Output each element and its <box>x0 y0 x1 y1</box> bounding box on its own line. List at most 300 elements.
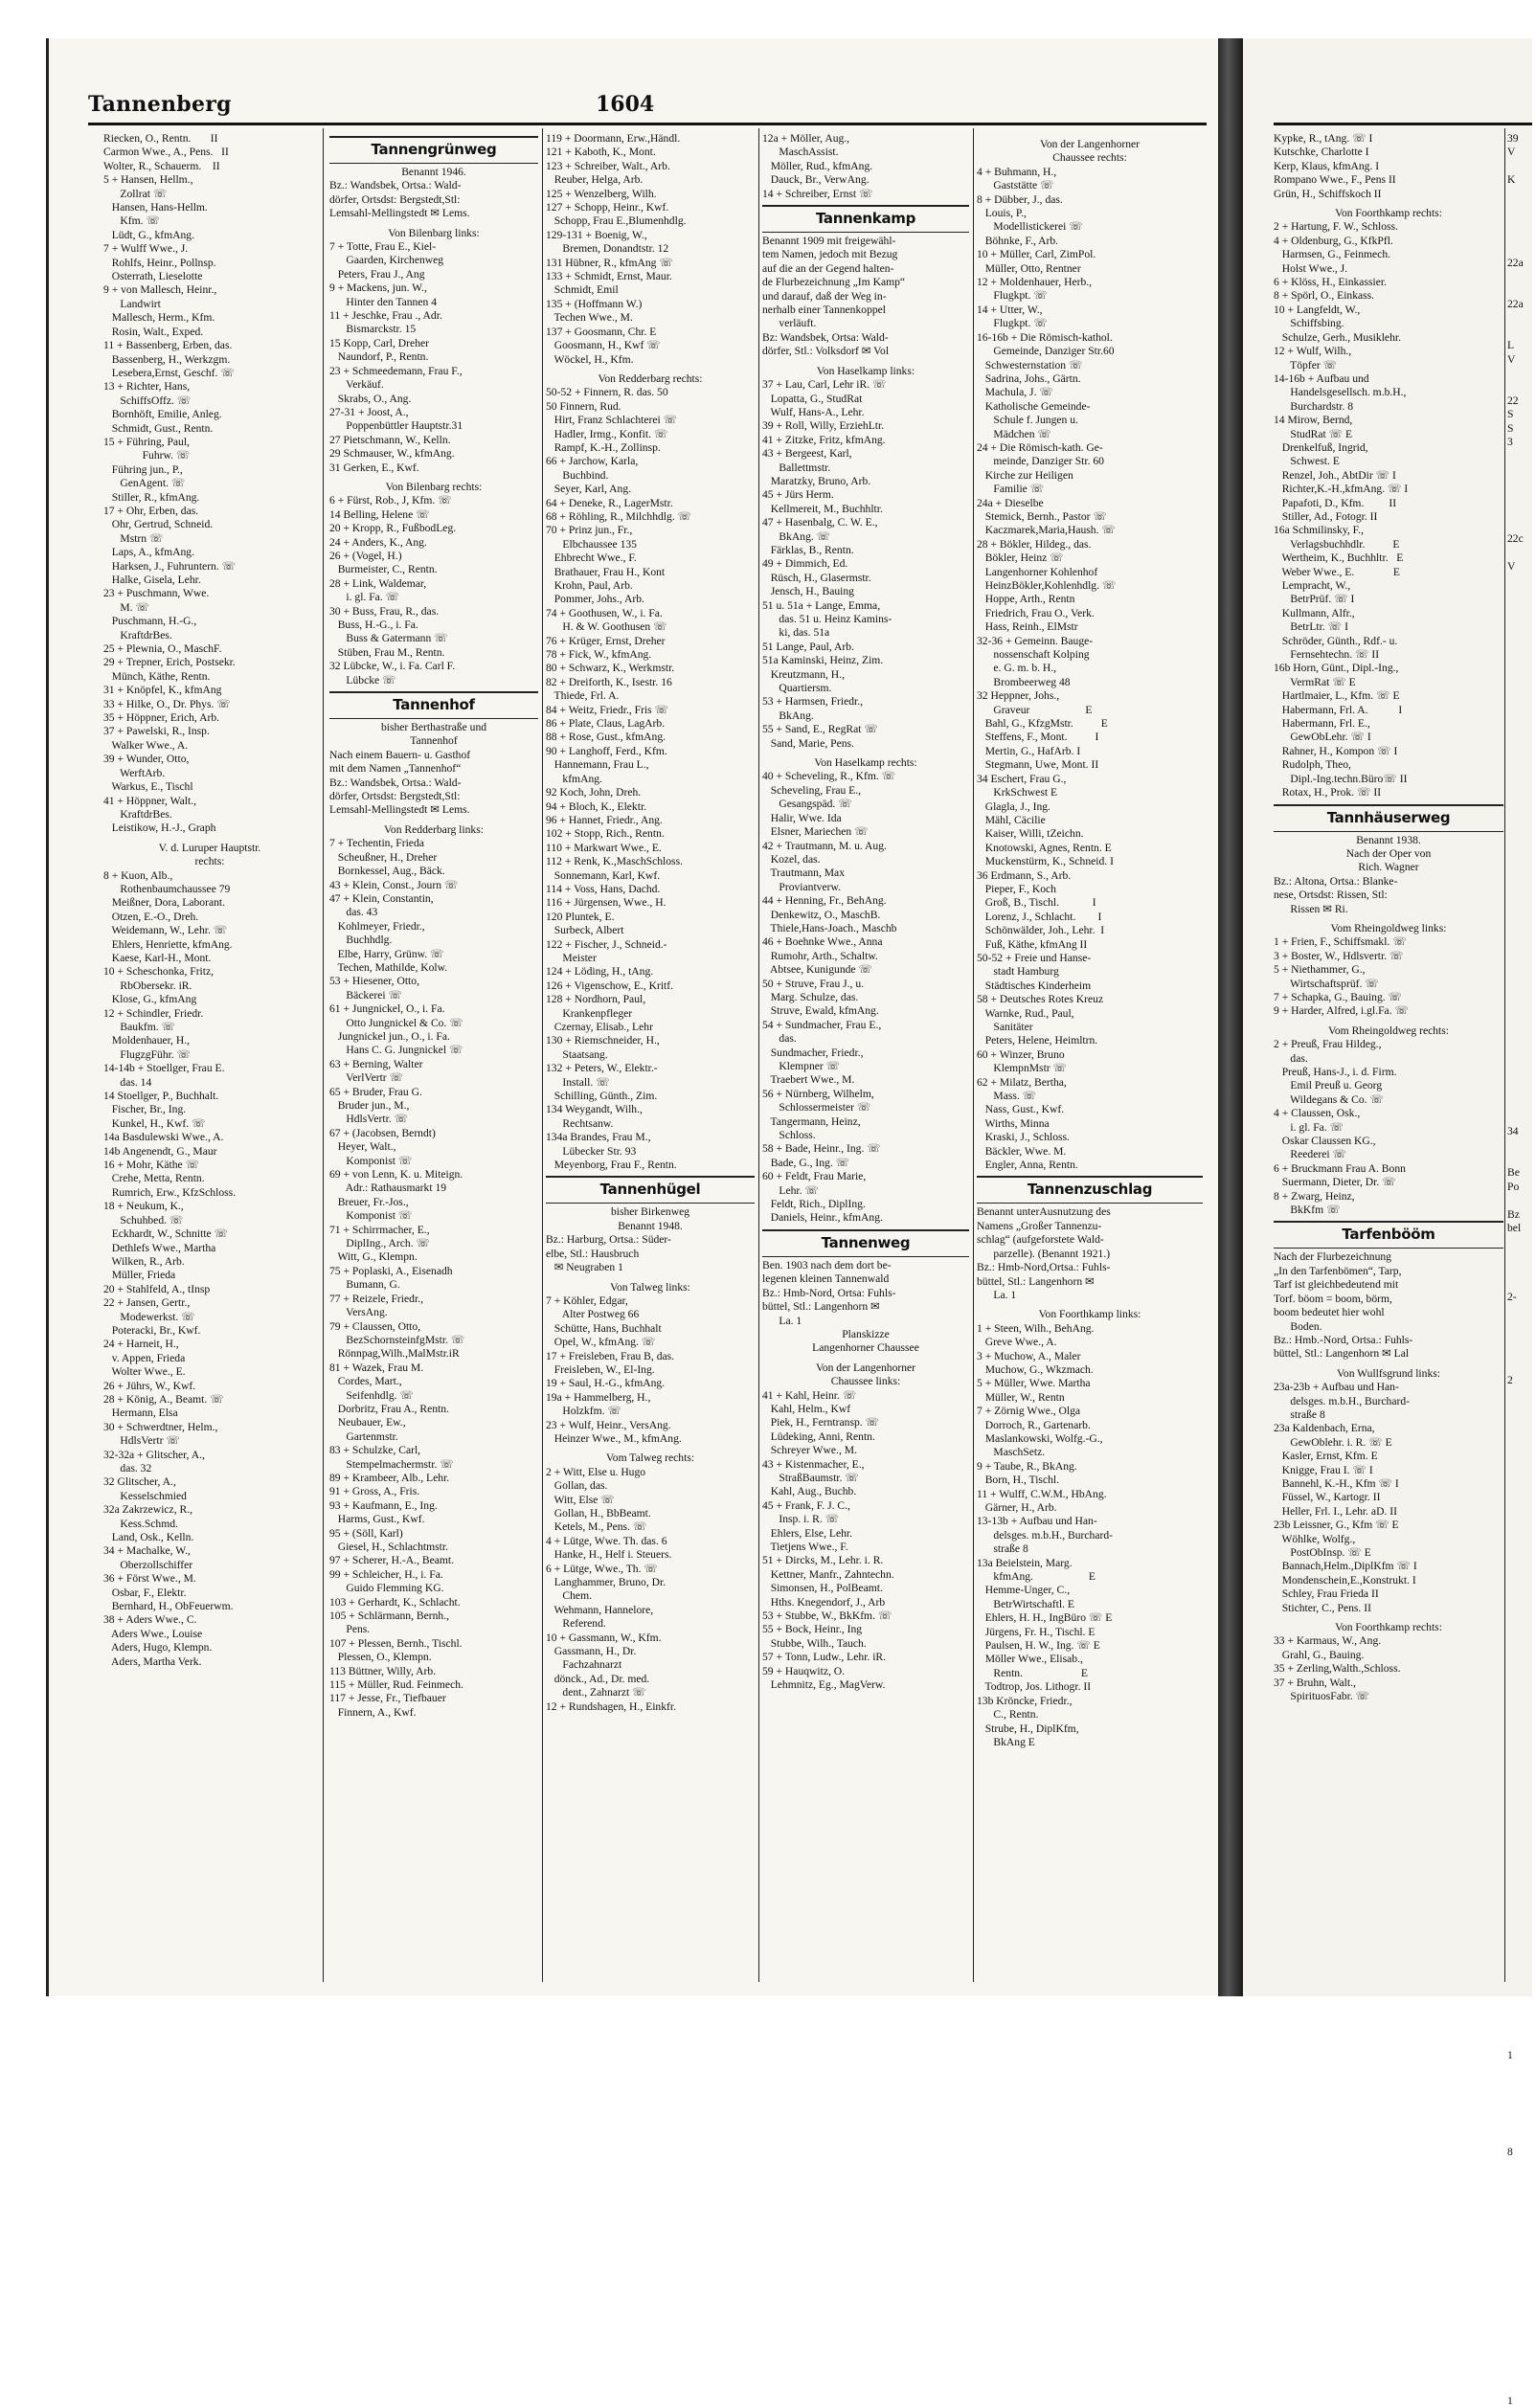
directory-entry-line: Burchardstr. 8 <box>1274 399 1354 413</box>
directory-entry-line: 82 + Dreiforth, K., Isestr. 16 <box>546 675 672 688</box>
directory-entry-line <box>1507 1332 1536 1345</box>
directory-entry-line: Naundorf, P., Rentn. <box>329 350 429 364</box>
directory-entry-line: 7 + Wulff Wwe., J. <box>103 242 189 256</box>
directory-entry-line: 20 + Stahlfeld, A., tInsp <box>103 1282 211 1295</box>
section-rule <box>977 1203 1203 1204</box>
directory-entry-line <box>1507 463 1536 477</box>
directory-entry-line: 22 + Jansen, Gertr., <box>103 1296 191 1310</box>
directory-entry-line: 63 + Berning, Walter <box>329 1057 423 1070</box>
directory-entry-line: 11 + Bassenberg, Erben, das. <box>103 339 233 352</box>
directory-entry-line: Verlagsbuchhdlr. E <box>1274 537 1400 551</box>
resident-entries <box>762 1389 969 1693</box>
directory-entry-line: MaschAssist. <box>762 146 839 159</box>
section-rule <box>1274 1221 1503 1223</box>
directory-entry-line: Lüdeking, Anni, Rentn. <box>762 1429 875 1443</box>
directory-entry-line: Schiffsbing. <box>1274 317 1344 330</box>
directory-entry-line: 7 + Techentin, Frieda <box>329 837 424 850</box>
directory-entry-line: Riecken, O., Rentn. II <box>103 132 218 145</box>
directory-entry-line: 95 + (Söll, Karl) <box>329 1526 403 1540</box>
directory-entry-line: 5 + Niethammer, G., <box>1274 963 1366 977</box>
street-note <box>329 166 538 179</box>
directory-entry-line: Bz <box>1507 1207 1520 1221</box>
directory-entry-line: 5 + Hansen, Hellm., <box>103 173 193 187</box>
directory-entry-line <box>1507 477 1536 490</box>
directory-entry-line: Dipl.-Ing.techn.Büro☏ II <box>1274 772 1408 785</box>
direction-subheading <box>329 227 538 240</box>
directory-column-4 <box>762 132 969 1980</box>
directory-entry-line <box>1507 1429 1536 1442</box>
directory-column-5 <box>977 132 1203 1980</box>
directory-entry-line: 74 + Goothusen, W., i. Fa. <box>546 606 663 619</box>
directory-entry-line: 51 u. 51a + Lange, Emma, <box>762 598 881 612</box>
directory-entry-line: Strube, H., DiplKfm, <box>977 1722 1079 1735</box>
directory-entry-line: Schwest. E <box>1274 455 1340 468</box>
directory-entry-line: Füssel, W., Kartogr. II <box>1274 1491 1381 1504</box>
subheading-line: Tannenhof <box>410 734 458 748</box>
directory-entry-line: 91 + Gross, A., Fris. <box>329 1485 420 1498</box>
directory-entry-line <box>1507 1773 1536 1787</box>
directory-entry-line <box>1507 1994 1536 2008</box>
directory-entry-line: Kypke, R., tAng. ☏ I <box>1274 132 1373 145</box>
directory-entry-line: 30 + Buss, Frau, R., das. <box>329 604 440 618</box>
directory-entry-line: Katholische Gemeinde- <box>977 399 1091 413</box>
directory-entry-line: Scheußner, H., Dreher <box>329 850 438 864</box>
directory-entry-line <box>1507 546 1536 559</box>
directory-entry-line: 115 + Müller, Rud. Feinmech. <box>329 1678 463 1692</box>
directory-entry-line: Handelsgesellsch. m.b.H., <box>1274 386 1407 399</box>
directory-entry-line: 46 + Boehnke Wwe., Anna <box>762 935 883 949</box>
directory-entry-line <box>1507 1112 1536 1125</box>
directory-entry-line <box>1507 780 1536 794</box>
directory-entry-line: 32 Heppner, Johs., <box>977 689 1060 703</box>
directory-entry-line: MaschSetz. <box>977 1446 1046 1459</box>
directory-entry-line: Münch, Käthe, Rentn. <box>103 669 211 683</box>
directory-entry-line: Graveur E <box>977 703 1093 716</box>
directory-entry-line: Bernhard, H., ObFeuerwm. <box>103 1600 234 1613</box>
directory-entry-line: 56 + Nürnberg, Wilhelm, <box>762 1087 874 1100</box>
subheading-line: bisher Birkenweg <box>610 1205 690 1219</box>
directory-entry-line: Kozel, das. <box>762 852 821 866</box>
directory-entry-line: 36 Erdmann, S., Arb. <box>977 868 1072 882</box>
directory-entry-line: Heinzer Wwe., M., kfmAng. <box>546 1431 682 1445</box>
directory-entry-line: Bz.: Harburg, Ortsa.: Süder- <box>546 1233 671 1247</box>
section-rule <box>329 136 538 138</box>
directory-entry-line: boom bedeutet hier wohl <box>1274 1306 1385 1319</box>
directory-entry-line: 34 <box>1507 1125 1519 1138</box>
subheading-line: Nach der Oper von <box>1345 846 1432 860</box>
directory-entry-line: Lüdt, G., kfmAng. <box>103 228 194 241</box>
directory-entry-line: Lorenz, J., Schlacht. I <box>977 910 1102 923</box>
directory-entry-line: KraftdrBes. <box>103 807 172 821</box>
directory-entry-line: Weber Wwe., E. E <box>1274 565 1400 578</box>
directory-entry-line: 8 + Kuon, Alb., <box>103 868 173 882</box>
directory-entry-line: 14 + Schreiber, Ernst ☏ <box>762 187 873 200</box>
directory-entry-line <box>1507 849 1536 863</box>
directory-entry-line: Kraski, J., Schloss. <box>977 1131 1070 1144</box>
directory-entry-line: 24 + Anders, K., Ang. <box>329 535 427 549</box>
directory-entry-line: 14 Stoellger, P., Buchhalt. <box>103 1090 219 1103</box>
directory-entry-line: Papafoti, D., Kfm. II <box>1274 496 1397 509</box>
directory-entry-line: BkAng E <box>977 1735 1035 1748</box>
directory-entry-line: Skrabs, O., Ang. <box>329 392 412 405</box>
directory-entry-line: Möller Wwe., Elisab., <box>977 1653 1083 1666</box>
directory-entry-line: 10 + Müller, Carl, ZimPol. <box>977 248 1096 261</box>
directory-entry-line <box>1507 767 1536 780</box>
directory-entry-line <box>1507 214 1536 228</box>
directory-entry-line: Kaiser, Willi, tZeichn. <box>977 827 1084 841</box>
directory-entry-line: Giesel, H., Schlachtmstr. <box>329 1541 448 1553</box>
subheading-line: Von Talweg links: <box>610 1280 690 1294</box>
directory-entry-line: Poppenbüttler Hauptstr.31 <box>329 419 463 433</box>
directory-entry-line: Pieper, F., Koch <box>977 882 1056 895</box>
directory-entry-line: Bz.: Hmb-Nord,Ortsa.: Fuhls- <box>977 1261 1111 1274</box>
resident-entries <box>762 132 969 201</box>
directory-entry-line: Simonsen, H., PolBeamt. <box>762 1582 883 1595</box>
directory-entry-line: 103 + Gerhardt, K., Schlacht. <box>329 1595 461 1609</box>
directory-entry-line: Ehlers, Else, Lehr. <box>762 1526 853 1540</box>
direction-subheading <box>1274 1367 1503 1381</box>
directory-entry-line: legenen kleinen Tannenwald <box>762 1272 890 1286</box>
directory-entry-line: 125 + Wenzelberg, Wilh. <box>546 187 657 200</box>
directory-entry-line: Elbchaussee 135 <box>546 537 637 551</box>
directory-entry-line: Machula, J. ☏ <box>977 386 1053 399</box>
subheading-line: Vom Talweg rechts: <box>605 1452 695 1465</box>
directory-entry-line: 22a <box>1507 297 1524 310</box>
directory-entry-line: 40 + Scheveling, R., Kfm. ☏ <box>762 770 896 783</box>
directory-entry-line <box>1507 574 1536 587</box>
directory-entry-line <box>1507 270 1536 283</box>
section-rule <box>546 1176 755 1178</box>
directory-entry-line: tem Namen, jedoch mit Bezug <box>762 248 898 261</box>
directory-entry-line: Scheveling, Frau E., <box>762 783 862 797</box>
directory-entry-line <box>1507 1704 1536 1718</box>
directory-entry-line: 35 + Zerling,Walth.,Schloss. <box>1274 1662 1401 1676</box>
directory-entry-line: Holzkfm. ☏ <box>546 1405 621 1418</box>
directory-entry-line: 113 Büttner, Willy, Arb. <box>329 1664 437 1677</box>
directory-entry-line <box>1507 188 1536 201</box>
directory-entry-line: 84 + Weitz, Friedr., Fris ☏ <box>546 703 669 716</box>
directory-entry-line <box>1507 1842 1536 1856</box>
directory-entry-line: Wirtschaftsprüf. ☏ <box>1274 977 1379 990</box>
directory-entry-line <box>1507 587 1536 600</box>
directory-entry-line: Stubbe, Wilh., Tauch. <box>762 1636 867 1650</box>
directory-entry-line: Zollrat ☏ <box>103 187 168 200</box>
directory-entry-line: 9 + von Mallesch, Heinr., <box>103 283 217 297</box>
directory-entry-line: WerftArb. <box>103 766 166 779</box>
directory-entry-line <box>1507 1497 1536 1511</box>
directory-entry-line: Lehmnitz, Eg., MagVerw. <box>762 1678 886 1692</box>
directory-entry-line: „In den Tarfenbömen“, Tarp, <box>1274 1264 1402 1277</box>
directory-entry-line <box>1507 739 1536 753</box>
directory-entry-line: Gollan, das. <box>546 1479 608 1493</box>
directory-entry-line: Bz.: Hmb-Nord, Ortsa: Fuhls- <box>762 1286 896 1299</box>
directory-entry-line: 6 + Bruckmann Frau A. Bonn <box>1274 1161 1406 1175</box>
subheading-line: Benannt 1948. <box>618 1219 683 1232</box>
directory-entry-line: Städtisches Kinderheim <box>977 979 1092 992</box>
directory-entry-line: Bäckler, Wwe. M. <box>977 1144 1067 1158</box>
directory-entry-line <box>1507 918 1536 932</box>
directory-entry-line: de Flurbezeichnung „Im Kamp“ <box>762 276 906 289</box>
directory-entry-line: Fuß, Käthe, kfmAng II <box>977 937 1088 951</box>
directory-entry-line: 5 + Müller, Wwe. Martha <box>977 1377 1091 1390</box>
directory-entry-line <box>1507 1939 1536 1952</box>
directory-entry-line: Ballettmstr. <box>762 461 831 474</box>
directory-entry-line: Gartenmstr. <box>329 1429 398 1443</box>
directory-entry-line <box>1507 684 1536 697</box>
directory-entry-line: Schütte, Hans, Buchhalt <box>546 1321 662 1335</box>
directory-entry-line: SchiffsOffz. ☏ <box>103 394 192 407</box>
directory-entry-line: Rumohr, Arth., Schaltw. <box>762 949 878 962</box>
directory-entry-line: Wilken, R., Arb. <box>103 1254 185 1268</box>
directory-entry-line: S <box>1507 408 1514 421</box>
directory-entry-line: BkKfm ☏ <box>1274 1204 1341 1217</box>
directory-entry-line <box>1507 2104 1536 2118</box>
resident-entries <box>762 235 969 359</box>
resident-entries <box>1274 1381 1503 1615</box>
street-note <box>762 1328 969 1356</box>
directory-entry-line: Lübcke ☏ <box>329 673 396 686</box>
directory-entry-line: Wertheim, K., Buchhltr. E <box>1274 551 1404 565</box>
directory-entry-line: BetrLtr. ☏ I <box>1274 620 1348 634</box>
section-rule <box>329 718 538 719</box>
directory-entry-line: Plessen, O., Klempn. <box>329 1651 432 1664</box>
directory-entry-line: Tietjens Wwe., F. <box>762 1541 848 1553</box>
directory-entry-line: Jürgens, Fr. H., Tischl. E <box>977 1625 1096 1638</box>
directory-entry-line: Schloss. <box>762 1129 816 1142</box>
subheading-line: Von Redderbarg rechts: <box>598 371 703 385</box>
directory-entry-line: 67 + (Jacobsen, Berndt) <box>329 1126 436 1139</box>
directory-entry-line: HeinzBökler,Kohlenhdlg. ☏ <box>977 579 1117 592</box>
directory-entry-line <box>1507 670 1536 684</box>
directory-entry-line: 24 + Harneit, H., <box>103 1338 179 1351</box>
directory-entry-line: 8 <box>1507 2146 1513 2159</box>
subheading-line: Von Haselkamp links: <box>816 364 915 377</box>
directory-entry-line: das. 51 u. Heinz Kamins- <box>762 613 892 625</box>
directory-entry-line <box>1507 449 1536 462</box>
directory-entry-line: 19 + Saul, H.-G., kfmAng. <box>546 1377 666 1390</box>
directory-entry-line: H. & W. Goothusen ☏ <box>546 620 667 634</box>
directory-entry-line: 128 + Nordhorn, Paul, <box>546 993 646 1006</box>
directory-entry-line: Oskar Claussen KG., <box>1274 1135 1376 1148</box>
directory-entry-line <box>1507 1650 1536 1663</box>
directory-entry-line: 45 + Frank, F. J. C., <box>762 1498 850 1512</box>
directory-entry-line: Mertin, G., HafArb. I <box>977 744 1081 757</box>
resident-entries <box>546 1466 755 1714</box>
directory-entry-line: Brathauer, Frau H., Kont <box>546 565 666 578</box>
directory-entry-line: Glagla, J., Ing. <box>977 799 1050 813</box>
directory-entry-line: 27 Pietschmann, W., Kelln. <box>329 433 451 446</box>
directory-entry-line: Bornhöft, Emilie, Anleg. <box>103 408 222 421</box>
directory-entry-line <box>1507 2091 1536 2104</box>
directory-entry-line: Kess.Schmd. <box>103 1517 178 1530</box>
directory-entry-line: Sand, Marie, Pens. <box>762 736 854 750</box>
resident-entries <box>329 494 538 687</box>
directory-entry-line: Be <box>1507 1166 1520 1180</box>
directory-entry-line: Flugkpt. ☏ <box>977 289 1048 303</box>
directory-entry-line <box>1507 380 1536 394</box>
directory-entry-line <box>1507 1015 1536 1028</box>
directory-entry-line: und darauf, daß der Weg in- <box>762 289 887 303</box>
direction-subheading <box>546 1452 755 1465</box>
directory-entry-line: 14b Angenendt, G., Maur <box>103 1144 217 1158</box>
directory-entry-line: büttel, Stl.: Langenhorn ✉ <box>977 1274 1095 1288</box>
directory-entry-line: 88 + Rose, Gust., kfmAng. <box>546 731 666 744</box>
directory-entry-line: 27-31 + Joost, A., <box>329 405 409 418</box>
directory-entry-line: Piek, H., Ferntransp. ☏ <box>762 1416 880 1429</box>
directory-entry-line: Lemsahl-Mellingstedt ✉ Lems. <box>329 803 470 817</box>
directory-entry-line: Born, H., Tischl. <box>977 1474 1060 1487</box>
directory-entry-line: Färklas, B., Rentn. <box>762 543 854 556</box>
directory-entry-line: Dauck, Br., VerwAng. <box>762 173 870 187</box>
directory-entry-line <box>1507 2352 1536 2366</box>
directory-entry-line: delsges. m.b.H., Burchard- <box>977 1528 1113 1542</box>
directory-entry-line: Müller, Frieda <box>103 1269 176 1282</box>
directory-entry-line: Maslankowski, Wolfg.-G., <box>977 1431 1103 1445</box>
directory-entry-line: Lemsahl-Mellingstedt ✉ Lems. <box>329 207 470 220</box>
directory-entry-line <box>1507 1719 1536 1732</box>
directory-entry-line: StudRat ☏ E <box>1274 427 1353 440</box>
directory-entry-line: Möller, Rud., kfmAng. <box>762 159 873 172</box>
column-divider <box>542 128 543 1982</box>
subheading-line: Von Bilenbarg rechts: <box>385 480 483 493</box>
directory-entry-line: Paulsen, H. W., Ing. ☏ E <box>977 1639 1100 1653</box>
directory-entry-line: Benannt unterAusnutzung des <box>977 1205 1111 1219</box>
directory-entry-line: 93 + Kaufmann, E., Ing. <box>329 1498 438 1512</box>
directory-entry-line: 51a Kaminski, Heinz, Zim. <box>762 654 884 667</box>
directory-entry-line: Wehmann, Hannelore, <box>546 1603 654 1616</box>
directory-entry-line: Muckenstürm, K., Schneid. I <box>977 855 1114 868</box>
directory-entry-line: 6 + Lütge, Wwe., Th. ☏ <box>546 1562 658 1575</box>
directory-entry-line: Kreutzmann, H., <box>762 667 845 681</box>
directory-entry-line: Adr.: Rathausmarkt 19 <box>329 1181 447 1195</box>
directory-entry-line: Neubauer, Ew., <box>329 1416 406 1429</box>
direction-subheading <box>762 756 969 770</box>
directory-entry-line: Weidemann, W., Lehr. ☏ <box>103 924 228 937</box>
directory-entry-line: Stempelmachermstr. ☏ <box>329 1457 454 1471</box>
directory-entry-line: Ehbrecht Wwe., F. <box>546 551 637 565</box>
directory-entry-line: Hirt, Franz Schlachterei ☏ <box>546 414 678 427</box>
directory-entry-line: Finnern, A., Kwf. <box>329 1705 417 1719</box>
directory-entry-line: Rahner, H., Kompon ☏ I <box>1274 744 1398 757</box>
directory-entry-line: Sonnemann, Karl, Kwf. <box>546 868 661 882</box>
directory-entry-line: 58 + Deutsches Rotes Kreuz <box>977 993 1104 1006</box>
directory-entry-line: Bornkessel, Aug., Bäck. <box>329 865 445 878</box>
directory-entry-line: 60 + Winzer, Bruno <box>977 1047 1065 1061</box>
directory-entry-line: Traebert Wwe., M. <box>762 1073 855 1087</box>
directory-entry-line: Buchbind. <box>546 468 609 482</box>
directory-entry-line <box>1507 1484 1536 1497</box>
directory-entry-line: nese, Ortsdst: Rissen, Stl: <box>1274 889 1388 902</box>
directory-entry-line: 64 + Deneke, R., LagerMstr. <box>546 496 673 509</box>
directory-entry-line <box>1507 795 1536 808</box>
directory-entry-line: 96 + Hannet, Friedr., Ang. <box>546 813 663 826</box>
directory-entry-line: 53 + Harmsen, Friedr., <box>762 695 864 709</box>
directory-entry-line <box>1507 160 1536 173</box>
directory-entry-line: büttel, Stl.: Langenhorn ✉ Lal <box>1274 1347 1410 1361</box>
directory-entry-line: Meyenborg, Frau F., Rentn. <box>546 1159 677 1172</box>
directory-entry-line: Rentn. E <box>977 1666 1088 1679</box>
directory-entry-line <box>1507 1691 1536 1704</box>
directory-entry-line: Halir, Wwe. Ida <box>762 811 842 824</box>
directory-entry-line <box>1507 1415 1536 1429</box>
directory-entry-line: auf die an der Gegend halten- <box>762 261 894 275</box>
directory-entry-line: Komponist ☏ <box>329 1209 413 1223</box>
directory-entry-line: Aders, Hugo, Klempn. <box>103 1641 213 1654</box>
directory-entry-line: 50-52 + Freie und Hanse- <box>977 951 1092 964</box>
directory-entry-line <box>1507 1387 1536 1401</box>
directory-entry-line: La. 1 <box>977 1288 1017 1301</box>
directory-entry-line: Peters, Frau J., Ang <box>329 267 425 281</box>
directory-entry-line <box>1507 946 1536 959</box>
directory-entry-line: 68 + Röhling, R., Milchhdlg. ☏ <box>546 509 692 523</box>
directory-entry-line: Proviantverw. <box>762 880 841 893</box>
directory-entry-line <box>1507 201 1536 214</box>
directory-entry-line: 60 + Feldt, Frau Marie, <box>762 1170 867 1183</box>
directory-entry-line: 28 + Link, Waldemar, <box>329 576 427 590</box>
resident-entries <box>1274 1250 1503 1361</box>
directory-entry-line: 9 + Taube, R., BkAng. <box>977 1459 1077 1473</box>
section-rule <box>546 1203 755 1204</box>
directory-entry-line: Schlossermeister ☏ <box>762 1101 871 1114</box>
directory-entry-line: Meißner, Dora, Laborant. <box>103 896 226 910</box>
directory-entry-line <box>1507 1539 1536 1552</box>
directory-entry-line: Leistikow, H.-J., Graph <box>103 821 216 835</box>
directory-entry-line: Mähl, Cäcilie <box>977 813 1046 826</box>
directory-entry-line: 107 + Plessen, Bernh., Tischl. <box>329 1636 463 1650</box>
directory-entry-line: 123 + Schreiber, Walt., Arb. <box>546 159 670 172</box>
directory-entry-line: Rudolph, Theo, <box>1274 758 1351 772</box>
directory-entry-line <box>1507 711 1536 725</box>
direction-subheading <box>762 1362 969 1389</box>
directory-entry-line: 12 + Schindler, Friedr. <box>103 1006 204 1020</box>
directory-entry-line <box>1507 2326 1536 2339</box>
directory-entry-line: v. Appen, Frieda <box>103 1351 186 1364</box>
directory-entry-line: Wolter Wwe., E. <box>103 1365 186 1379</box>
directory-entry-line: Klose, G., kfmAng <box>103 993 197 1006</box>
resident-entries <box>546 132 755 367</box>
directory-entry-line: Jensch, H., Bauing <box>762 585 854 598</box>
street-note <box>1274 834 1503 875</box>
facing-column-2-clipped <box>1507 132 1536 2407</box>
directory-entry-line <box>1507 1925 1536 1939</box>
directory-entry-line: Sanitäter <box>977 1021 1033 1033</box>
directory-entry-line <box>1507 615 1536 628</box>
directory-entry-line: Gärner, H., Arb. <box>977 1501 1057 1514</box>
directory-entry-line <box>1507 1980 1536 1993</box>
directory-entry-line: Pens. <box>329 1623 371 1636</box>
directory-entry-line: V <box>1507 559 1516 573</box>
directory-entry-line: 61 + Jungnickel, O., i. Fa. <box>329 1002 445 1016</box>
resident-entries <box>762 770 969 1225</box>
directory-entry-line: Bz: Wandsbek, Ortsa: Wald- <box>762 330 889 344</box>
directory-entry-line: 26 + (Vogel, H.) <box>329 549 402 562</box>
directory-entry-line: Mädchen ☏ <box>977 427 1051 440</box>
directory-entry-line: Bruder jun., M., <box>329 1099 410 1112</box>
directory-entry-line: Wöhlke, Wolfg., <box>1274 1532 1356 1545</box>
directory-entry-line: Warnke, Rud., Paul, <box>977 1006 1074 1020</box>
directory-entry-line: Schopp, Frau E.,Blumenhdlg. <box>546 214 687 228</box>
directory-entry-line: Bassenberg, H., Werkzgm. <box>103 352 231 366</box>
directory-entry-line: Klempner ☏ <box>762 1060 841 1072</box>
directory-entry-line: 105 + Schlärmann, Bernh., <box>329 1609 450 1623</box>
direction-subheading <box>1274 207 1503 220</box>
directory-entry-line: Rechtsanw. <box>546 1116 614 1130</box>
directory-entry-line: Gollan, H., BbBeamt. <box>546 1507 651 1519</box>
street-heading: Tannengrünweg <box>371 141 497 158</box>
directory-entry-line: 16-16b + Die Römisch-kathol. <box>977 330 1113 344</box>
directory-entry-line: kfmAng. E <box>977 1570 1096 1584</box>
directory-entry-line: Rüsch, H., Glasermstr. <box>762 571 871 584</box>
